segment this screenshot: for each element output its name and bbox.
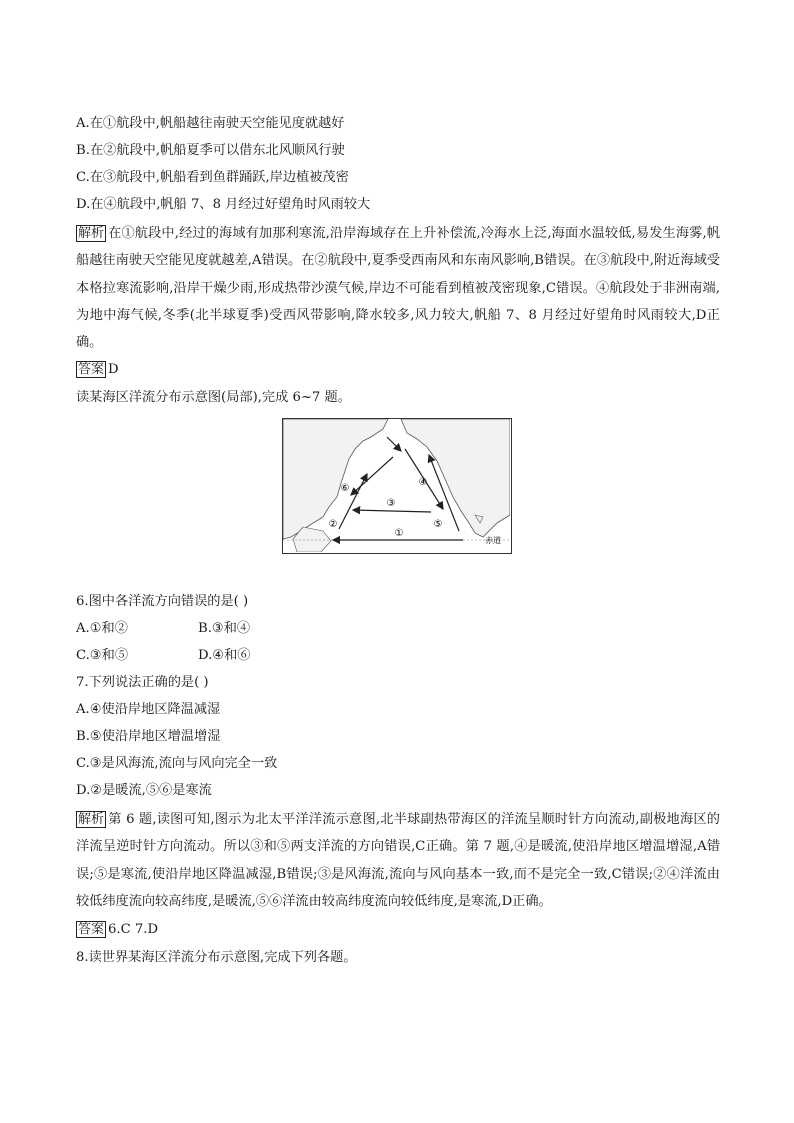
equator-label: 赤道: [485, 536, 501, 545]
q67-answer: [76, 921, 158, 939]
north-america-landmass: [401, 419, 510, 537]
q7-option-d: D.②是暖流,⑤⑥是寒流: [76, 783, 212, 798]
q6-option-d: D.④和⑥: [198, 648, 251, 663]
q7-option-a: A.④使沿岸地区降温减湿: [76, 702, 221, 717]
q7-option-c: C.③是风海流,流向与风向完全一致: [76, 756, 278, 771]
analysis-tag: 解析: [78, 812, 105, 827]
q7-stem: 7.下列说法正确的是( ): [76, 675, 209, 690]
q5-option-c: C.在③航段中,帆船看到鱼群踊跃,岸边植被茂密: [76, 170, 349, 185]
answer-tag: 答案: [78, 922, 105, 937]
q6-option-a: A.①和②: [76, 621, 128, 636]
q6-stem: 6.图中各洋流方向错误的是( ): [76, 594, 249, 609]
intro-6-7: 读某海区洋流分布示意图(局部),完成 6~7 题。: [76, 390, 351, 405]
ocean-current-map-figure: [283, 419, 510, 552]
q5-answer: [76, 361, 119, 379]
q67-answer-text: 6.C 7.D: [108, 922, 159, 937]
map-label-1: ①: [394, 528, 404, 539]
ocean-current-map: [282, 418, 512, 554]
map-label-3: ③: [386, 498, 396, 509]
q5-analysis-text: 在①航段中,经过的海域有加那利寒流,沿岸海域存在上升补偿流,冷海水上泛,海面水温较低,易发生海雾,帆船越往南驶天空能见度就越差,A错误。在②航段中,夏季受西南风和东南风影响,B错误。在③航段中,附近海域受本格拉寒流影响,沿岸干燥少雨,形成热带沙漠气候,岸边不可能看到植被茂密现象,C错误。④航段处于非洲南端,为地中海气候,冬季(北半球夏季)受西风带影响,降水较多,风力较大,帆船 7、8 月经过好望角时风雨较大,D正确。: [76, 226, 720, 351]
map-label-4: ④: [418, 477, 428, 488]
current-arrow-3: [353, 510, 431, 512]
current-arrow-upper: [387, 437, 401, 451]
q5-answer-text: D: [108, 362, 119, 377]
q8-stem: 8.读世界某海区洋流分布示意图,完成下列各题。: [76, 950, 357, 965]
q67-analysis-text: 第 6 题,读图可知,图示为北太平洋洋流示意图,北半球副热带海区的洋流呈顺时针方向流动,副极地海区的洋流呈逆时针方向流动。所以③和⑤两支洋流的方向错误,C正确。第 7 题,④是暖流,使沿岸地区增温增湿,A错误;⑤是寒流,使沿岸地区降温减湿,B错误;③是风海流,流向与风向基本一致,而不是完全一致,C错误;②④洋流由较低纬度流向较高纬度,是暖流,⑤⑥洋流由较高纬度流向较低纬度,是寒流,D正确。: [76, 812, 720, 909]
q5-option-d: D.在④航段中,帆船 7、8 月经过好望角时风雨较大: [76, 197, 371, 212]
answer-tag: 答案: [78, 362, 105, 377]
q6-option-c: C.③和⑤: [76, 648, 129, 663]
map-label-6: ⑥: [340, 483, 350, 494]
q67-analysis: [76, 806, 720, 915]
analysis-tag: 解析: [78, 226, 105, 241]
q5-analysis: [76, 220, 720, 356]
q5-option-a: A.在①航段中,帆船越往南驶天空能见度就越好: [76, 116, 345, 131]
q5-option-b: B.在②航段中,帆船夏季可以借东北风顺风行驶: [76, 143, 345, 158]
q7-option-b: B.⑤使沿岸地区增温增湿: [76, 729, 221, 744]
current-arrow-6: [351, 457, 393, 495]
map-label-2: ②: [328, 519, 338, 530]
q6-option-b: B.③和④: [198, 621, 251, 636]
map-label-5: ⑤: [433, 519, 443, 530]
